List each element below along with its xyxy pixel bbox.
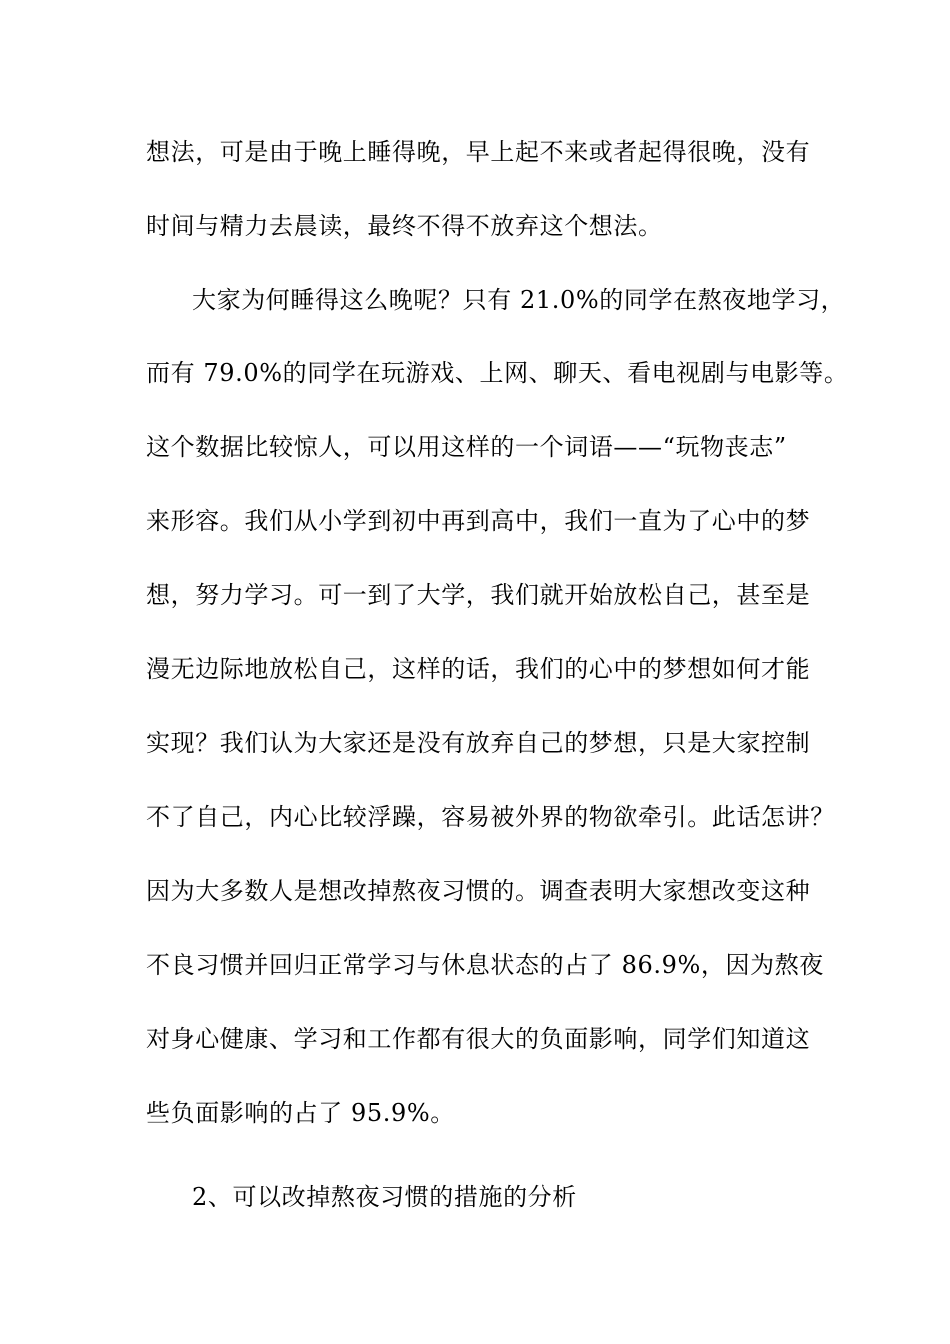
text-line-7: 想，努力学习。可一到了大学，我们就开始放松自己，甚至是 <box>146 581 811 609</box>
text-line-4: 而有 79.0%的同学在玩游戏、上网、聊天、看电视剧与电影等。 <box>146 359 849 387</box>
text-line-10: 不了自己，内心比较浮躁，容易被外界的物欲牵引。此话怎讲？ <box>146 803 835 831</box>
text-line-8: 漫无边际地放松自己，这样的话，我们的心中的梦想如何才能 <box>146 655 811 683</box>
text-line-2: 时间与精力去晨读，最终不得不放弃这个想法。 <box>146 212 663 240</box>
text-line-9: 实现？我们认为大家还是没有放弃自己的梦想，只是大家控制 <box>146 729 811 757</box>
text-line-5: 这个数据比较惊人，可以用这样的一个词语——“玩物丧志” <box>146 433 787 461</box>
text-line-1: 想法，可是由于晚上睡得晚，早上起不来或者起得很晚，没有 <box>146 138 811 166</box>
section-heading: 2、可以改掉熬夜习惯的措施的分析 <box>192 1183 577 1211</box>
text-line-14: 些负面影响的占了 95.9%。 <box>146 1099 455 1127</box>
text-line-3: 大家为何睡得这么晚呢？只有 21.0%的同学在熬夜地学习， <box>192 286 846 314</box>
text-line-11: 因为大多数人是想改掉熬夜习惯的。调查表明大家想改变这种 <box>146 877 811 905</box>
text-line-13: 对身心健康、学习和工作都有很大的负面影响，同学们知道这 <box>146 1025 811 1053</box>
text-line-12: 不良习惯并回归正常学习与休息状态的占了 86.9%，因为熬夜 <box>146 951 824 979</box>
text-line-6: 来形容。我们从小学到初中再到高中，我们一直为了心中的梦 <box>146 507 811 535</box>
